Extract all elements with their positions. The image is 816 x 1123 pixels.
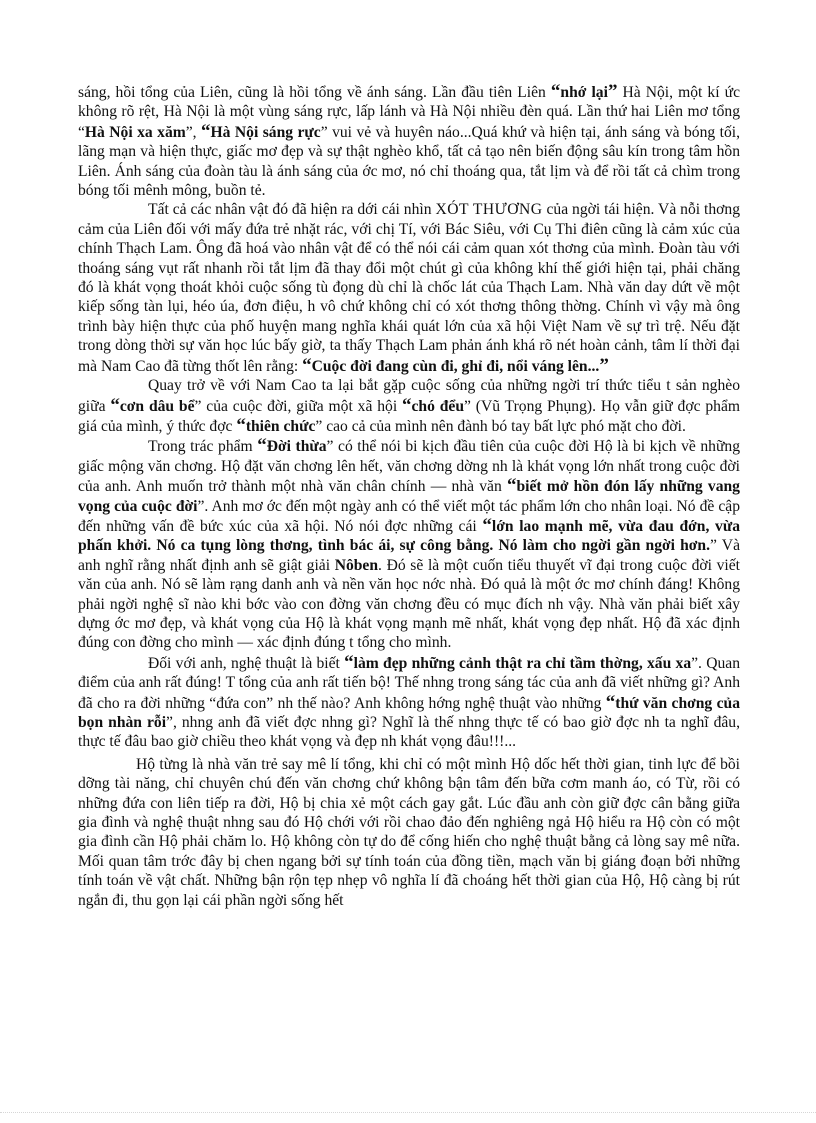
bold-phrase: nhớ lại — [560, 84, 608, 101]
text-run: ” có thể nói bi kịch đầu tiên của cuộc đời Hộ là bi kịch về những giấc mộng văn chơng. Hộ đặt văn chơng lên hết, văn chơng dờng nh là khát vọng lớn nhất trong cuộc đời của anh. Anh muốn trở thành một nhà văn chân chính — nhà văn — [78, 438, 740, 496]
open-quote: “ — [302, 354, 312, 376]
text-run: Tất cả các nhân vật đó đã hiện ra dới cái nhìn — [148, 201, 436, 219]
open-quote: “ — [507, 475, 517, 497]
text-run: ” cao cả của mình nên đành bó tay bất lực phó mặt cho đời. — [315, 417, 686, 435]
text-run: Quay trở về với Nam Cao ta lại bắt gặp cuộc sống của những ngời trí thức tiểu t sản nghèo giữa — [78, 377, 740, 415]
text-run: Hà Nội, một kí ức không rõ rệt, Hà Nội là một vùng sáng rực, lấp lánh và Hà Nội nhiều đèn quá. Lần thứ hai Liên mơ tổng “ — [78, 84, 740, 141]
document-page — [78, 82, 740, 910]
bold-phrase: thứ văn chơng của bọn nhàn rỗi — [78, 694, 740, 731]
text-run: ” Và anh nghĩ rằng nhất định anh sẽ giật giải — [78, 537, 740, 574]
text-run: ”, nhng anh đã viết đợc nhng gì? Nghĩ là thế nhng thực tế có bao giờ đợc nh ta nghĩ đâu, thực tế đâu bao giờ chiều theo khát vọng và đẹp nh khát vọng đâu!!!... — [78, 714, 740, 751]
bold-phrase: Đời thừa — [266, 438, 327, 456]
bold-phrase: chó đểu — [411, 397, 465, 415]
emphasis-caps: XÓT THƯƠNG — [435, 201, 543, 219]
text-run: ”. Quan điểm của anh rất đúng! T tổng của anh rất tiến bộ! Thế nhng trong sáng tác của anh đã viết những gì? Anh đã cho ra đời những “đứa con” nh thế nào? Anh không hớng nghệ thuật vào những — [78, 654, 740, 712]
open-quote: “ — [201, 120, 211, 142]
text-run: ”. Anh mơ ớc đến một ngày anh có thể viết một tác phẩm lớn cho nhân loại. Nó đề cập đến những vấn đề bức xúc của xã hội. Nó nói đợc những cái — [78, 497, 740, 535]
text-run: ” (Vũ Trọng Phụng). Họ vẫn giữ đợc phẩm giá của mình, ý thức đợc — [78, 397, 740, 435]
open-quote: “ — [550, 81, 561, 102]
open-quote: “ — [605, 691, 616, 713]
close-quote: ” — [599, 354, 609, 376]
paragraph-1 — [78, 82, 740, 200]
text-run: sáng, hồi tổng của Liên, cũng là hồi tổng về ánh sáng. Lần đầu tiên Liên — [78, 84, 551, 101]
open-quote: “ — [236, 414, 246, 436]
bold-phrase: Hà Nội sáng rực — [210, 123, 321, 141]
text-run: Đối với anh, nghệ thuật là biết — [148, 654, 345, 672]
bold-phrase: biết mở hồn đón lấy những vang vọng của cuộc đời — [78, 478, 740, 515]
bold-phrase: Cuộc đời đang cùn đi, ghỉ đi, nổi váng lên... — [311, 357, 600, 375]
bold-phrase: thiên chức — [245, 417, 316, 435]
page-bottom-divider — [0, 1112, 816, 1113]
text-run: ” vui vẻ và huyên náo...Quá khứ và hiện tại, ánh sáng và bóng tối, lãng mạn và hiện thực, giấc mơ đẹp và sự thật nghèo khổ, tất cả tạo nên biến động sâu kín trong tâm hồn Liên. Ánh sáng của đoàn tàu là ánh sáng của ớc mơ, nó chỉ thoáng qua, tắt lịm và để rồi tất cả chìm trong bóng tối mênh mông, buồn tẻ. — [78, 123, 740, 200]
bold-phrase: Hà Nội xa xăm — [84, 123, 186, 141]
paragraph-6: Hộ từng là nhà văn trẻ say mê lí tổng, khi chỉ có một mình Hộ dốc hết thời gian, tinh lực để bồi dỡng tài năng, chỉ chuyên chú đến văn chơng chứ không bận tâm đến bữa cơm manh áo, có Từ, rồi có những đứa con liên tiếp ra đời, Hộ bị chia xẻ một cách gay gắt. Lúc đầu anh còn giữ đợc cân bằng giữa gia đình và nghệ thuật nhng sau đó Hộ chới với rồi chao đảo đến nghiêng ngả Hộ hiểu ra Hộ còn có một gia đình cần Hộ phải chăm lo. Hộ không còn tự do để cống hiến cho nghệ thuật bằng cả lòng say mê nữa. Mối quan tâm trớc đây bị chen ngang bởi sự tính toán của đồng tiền, mạch văn bị giáng đoạn bởi những tính toán về vật chất. Những bận rộn tẹp nhẹp vô nghĩa lí đã choáng hết thời gian của Hộ, Hộ càng bị rút ngắn đi, thu gọn lại cái phần ngời sống hết — [78, 755, 740, 909]
open-quote: “ — [110, 394, 120, 416]
bold-phrase: cơn dâu bể — [119, 397, 195, 415]
paragraph-3 — [78, 376, 740, 436]
paragraph-2 — [78, 200, 740, 376]
text-run: ” của cuộc đời, giữa một xã hội — [194, 397, 403, 415]
open-quote: “ — [402, 394, 412, 416]
paragraph-4 — [78, 436, 740, 652]
open-quote: “ — [257, 435, 267, 457]
close-quote: ” — [607, 81, 618, 102]
text-run: . Đó sẽ là một cuốn tiểu thuyết vĩ đại trong cuộc đời viết văn của anh. Nó sẽ làm rạng danh anh và nền văn học nớc nhà. Đó quả là một ớc mơ chính đáng! Không phải ngời nghệ sĩ nào khi bớc vào con đờng văn chơng đều có mục đích nh vậy. Nhà văn phải biết xây dựng ớc mơ đẹp, và khát vọng của Hộ là khát vọng mạnh mẽ nhất, khát vọng đẹp nhất. Hộ đã xác định đúng con đờng cho mình — xác định đúng t tổng cho mình. — [78, 556, 740, 652]
bold-phrase: Nôben — [334, 556, 379, 574]
open-quote: “ — [344, 651, 354, 673]
text-run: của ngời tái hiện. Và nỗi thơng cảm của Liên đối với mấy đứa trẻ nhặt rác, với chị Tí, với Bác Siêu, với Cụ Thi điên cũng là cảm xúc của chính Thạch Lam. Ông đã hoá vào nhân vật để có thể nói cái cảm quan xót thơng của mình. Đoàn tàu với thoáng sáng vụt rất nhanh rồi tắt lịm đã thay đổi một chút gì của không khí thế giới hiện tại, phải chăng đó là khát vọng thoát khỏi cuộc sống tù đọng dù chỉ là chốc lát của Thạch Lam. Nhà văn day dứt về một kiếp sống tàn lụi, héo úa, đơn điệu, h vô chứ không chỉ có xót thơng thông thờng. Chính vì vậy mà ông trình bày hiện thực của phố huyện mang nghĩa khái quát lớn của xã hội Việt Nam về sự trì trệ. Nếu đặt trong dòng thời sự văn học lúc bấy giờ, ta thấy Thạch Lam phản ánh khá rõ nét hoàn cảnh, tâm lí thời đại mà Nam Cao đã từng thốt lên rằng: — [78, 201, 740, 375]
bold-phrase: làm đẹp những cảnh thật ra chỉ tầm thờng, xấu xa — [353, 654, 692, 672]
paragraph-5 — [78, 653, 740, 752]
text-run: ”, — [185, 123, 202, 141]
open-quote: “ — [482, 514, 492, 536]
bold-phrase: lớn lao mạnh mẽ, vừa đau đớn, vừa phấn khởi. Nó ca tụng lòng thơng, tình bác ái, sự công bằng. Nó làm cho ngời gần ngời hơn. — [78, 517, 740, 555]
text-run: Trong trác phẩm — [148, 438, 258, 456]
